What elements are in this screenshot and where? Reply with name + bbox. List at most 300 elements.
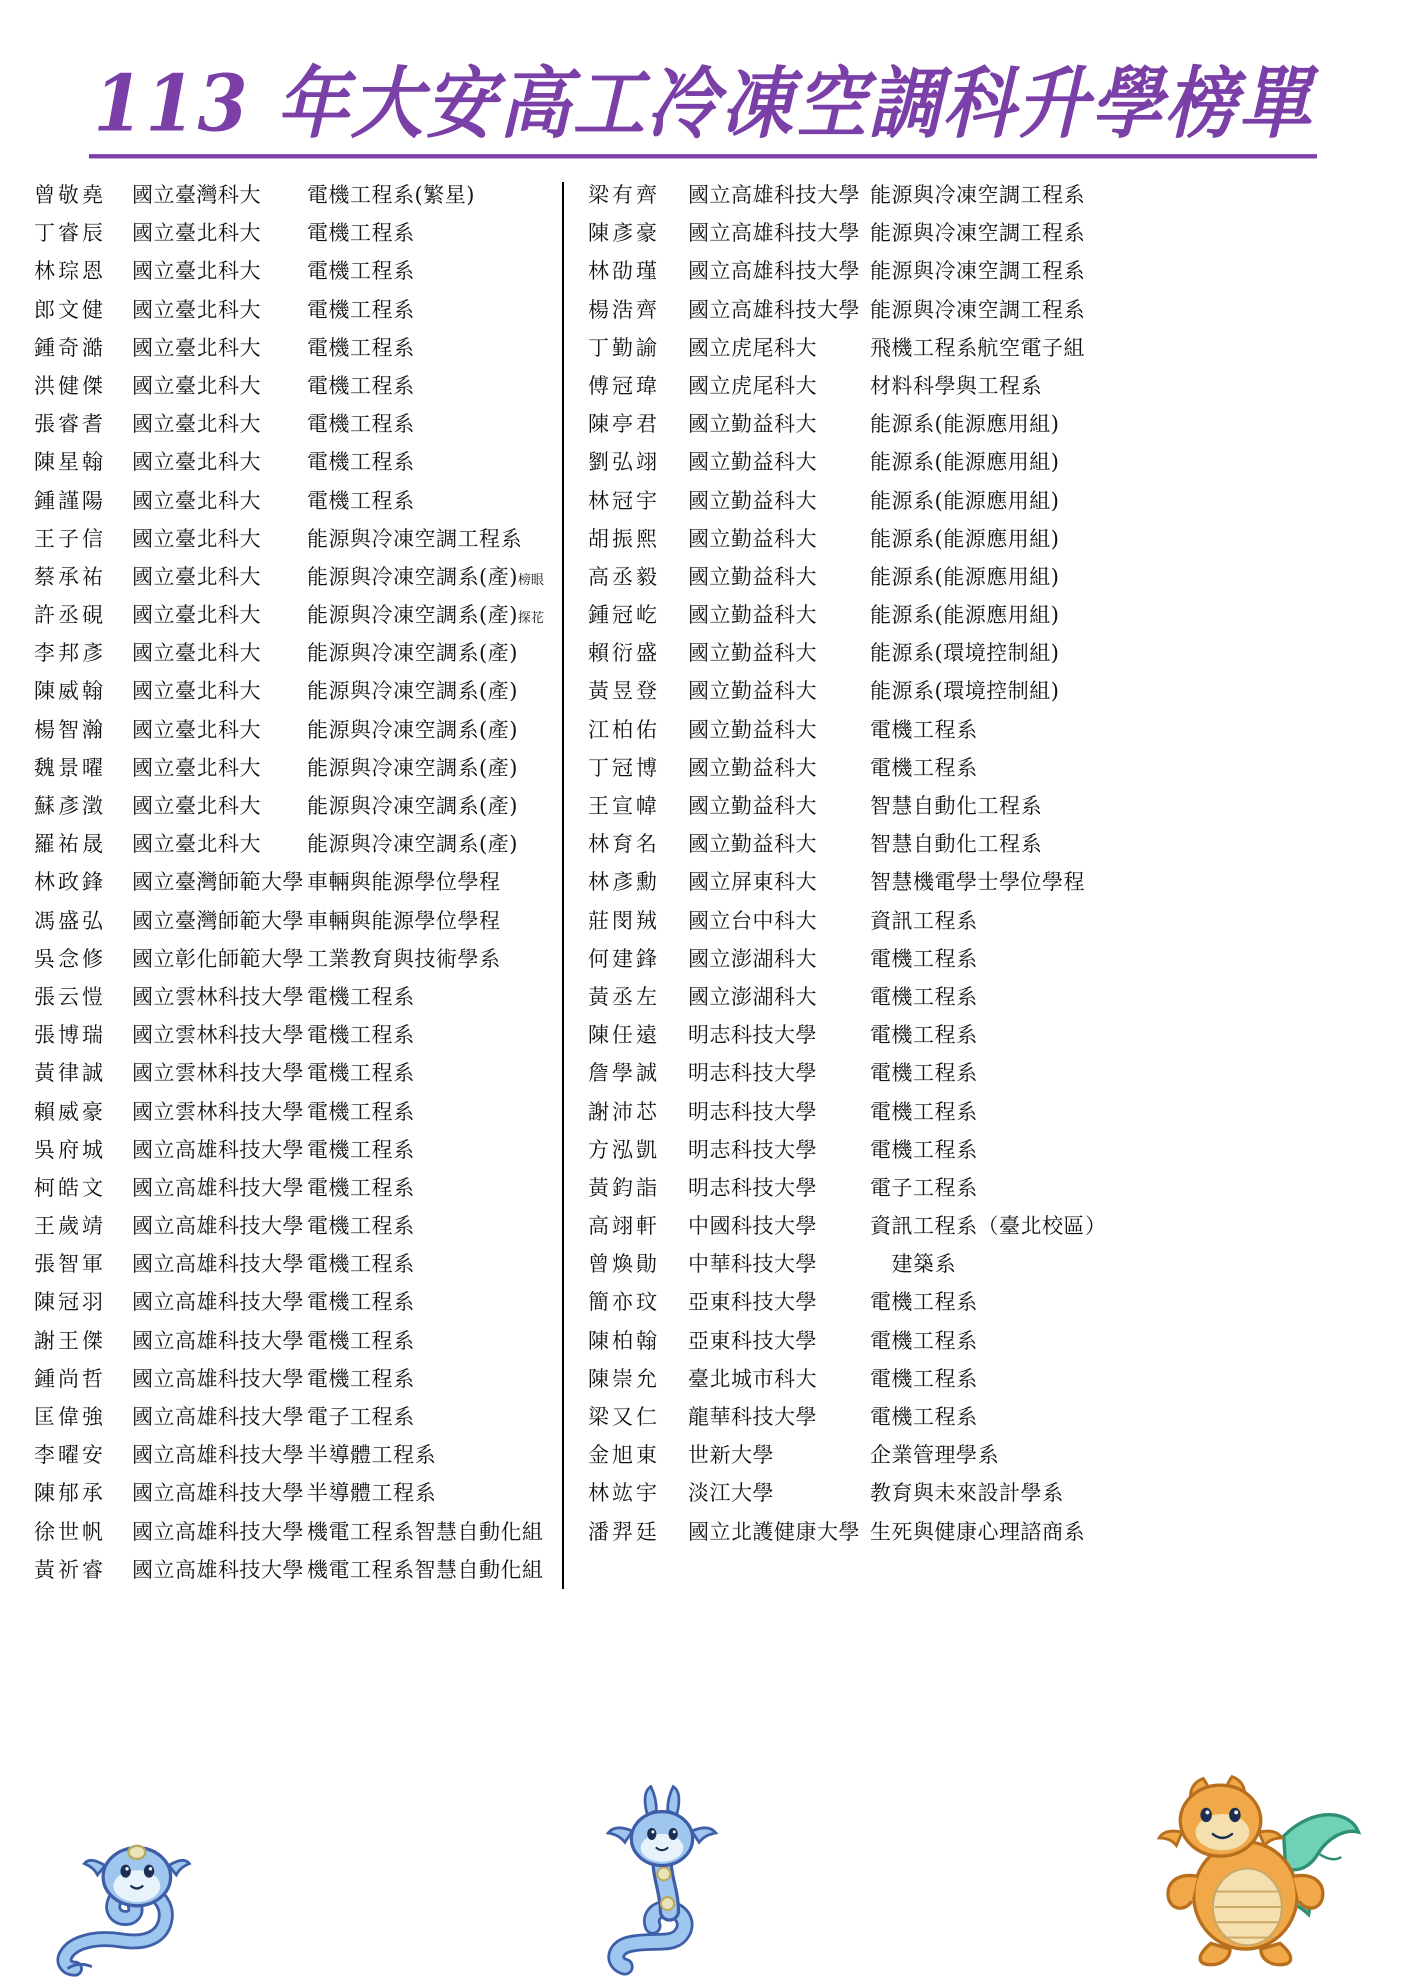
department-name bbox=[307, 1474, 546, 1512]
table-row bbox=[34, 978, 546, 1016]
school-name: 國立高雄科技大學 bbox=[132, 1481, 304, 1506]
dragonair-sprite bbox=[590, 1781, 760, 1976]
department-label: 材料科學與工程系 bbox=[870, 373, 1042, 398]
school-name: 國立高雄科技大學 bbox=[132, 1519, 304, 1544]
school-name: 國立臺北科大 bbox=[132, 373, 261, 398]
department-name bbox=[307, 1016, 546, 1054]
department-label: 企業管理學系 bbox=[870, 1443, 999, 1468]
table-row bbox=[34, 1360, 546, 1398]
dragonite-sprite bbox=[1140, 1763, 1370, 1978]
department-name bbox=[870, 482, 1108, 520]
school-name: 明志科技大學 bbox=[688, 1175, 817, 1200]
department-name bbox=[870, 863, 1108, 901]
department-name bbox=[307, 1245, 546, 1283]
table-row bbox=[588, 1207, 1108, 1245]
department-name bbox=[870, 520, 1108, 558]
student-name: 陳彥豪 bbox=[588, 221, 660, 246]
student-name: 陳威翰 bbox=[34, 679, 106, 704]
department-label: 能源與冷凍空調系(產) bbox=[307, 717, 518, 742]
school-name: 國立高雄科技大學 bbox=[688, 183, 860, 207]
table-row bbox=[588, 520, 1108, 558]
department-label: 電機工程系 bbox=[870, 1366, 978, 1391]
department-label: 電子工程系 bbox=[307, 1405, 415, 1429]
department-label: 電機工程系 bbox=[870, 717, 978, 742]
department-name bbox=[870, 672, 1108, 710]
student-name: 梁又仁 bbox=[588, 1405, 660, 1429]
department-name bbox=[307, 252, 546, 290]
student-name: 陳柏翰 bbox=[588, 1328, 660, 1353]
school-name: 國立屏東科大 bbox=[688, 870, 817, 895]
school-name: 亞東科技大學 bbox=[688, 1290, 817, 1315]
table-row bbox=[34, 1245, 546, 1283]
department-name bbox=[870, 291, 1108, 329]
department-name bbox=[870, 787, 1108, 825]
department-name bbox=[870, 940, 1108, 978]
department-name bbox=[870, 1398, 1108, 1436]
department-label: 資訊工程系（臺北校區） bbox=[870, 1214, 1107, 1239]
table-row bbox=[34, 405, 546, 443]
school-name: 國立臺北科大 bbox=[132, 450, 261, 475]
department-name bbox=[870, 1360, 1108, 1398]
student-name: 張智軍 bbox=[34, 1252, 106, 1277]
department-name bbox=[307, 443, 546, 481]
school-name: 國立勤益科大 bbox=[688, 412, 817, 437]
student-name: 曾敬堯 bbox=[34, 183, 106, 207]
student-name: 劉弘翊 bbox=[588, 450, 660, 475]
department-label: 能源與冷凍空調工程系 bbox=[870, 259, 1085, 284]
table-row bbox=[588, 443, 1108, 481]
student-name: 傅冠瑋 bbox=[588, 373, 660, 398]
table-row bbox=[34, 1054, 546, 1092]
school-name: 國立勤益科大 bbox=[688, 526, 817, 551]
school-name: 國立臺北科大 bbox=[132, 526, 261, 551]
student-name: 江柏佑 bbox=[588, 717, 660, 742]
school-name: 國立雲林科技大學 bbox=[132, 984, 304, 1009]
student-name: 陳郁承 bbox=[34, 1481, 106, 1506]
table-row bbox=[34, 291, 546, 329]
department-label: 能源系(能源應用組) bbox=[870, 526, 1060, 551]
school-name: 世新大學 bbox=[688, 1443, 774, 1468]
school-name: 國立臺北科大 bbox=[132, 259, 261, 284]
department-label: 電子工程系 bbox=[870, 1175, 978, 1200]
school-name: 國立高雄科技大學 bbox=[132, 1557, 304, 1582]
table-row bbox=[34, 787, 546, 825]
table-row bbox=[588, 176, 1108, 214]
student-name: 許丞硯 bbox=[34, 603, 106, 628]
department-name bbox=[307, 405, 546, 443]
student-name: 魏景曜 bbox=[34, 755, 106, 780]
school-name: 國立雲林科技大學 bbox=[132, 1061, 304, 1086]
department-label: 電機工程系 bbox=[307, 1290, 415, 1315]
department-name bbox=[307, 367, 546, 405]
school-name: 國立高雄科技大學 bbox=[132, 1366, 304, 1391]
table-row bbox=[588, 1131, 1108, 1169]
student-name: 黃律誠 bbox=[34, 1061, 106, 1086]
table-row bbox=[34, 596, 546, 634]
department-name bbox=[870, 749, 1108, 787]
department-name bbox=[307, 596, 546, 638]
table-row bbox=[34, 214, 546, 252]
department-label: 能源系(能源應用組) bbox=[870, 488, 1060, 513]
school-name: 中華科技大學 bbox=[688, 1252, 817, 1277]
department-name bbox=[870, 1474, 1108, 1512]
student-name: 蔡承祐 bbox=[34, 564, 106, 589]
department-name bbox=[307, 214, 546, 252]
student-name: 曾煥勛 bbox=[588, 1252, 660, 1277]
department-label: 能源與冷凍空調系(產) bbox=[307, 832, 518, 857]
column-divider bbox=[562, 182, 564, 1589]
department-name bbox=[307, 1054, 546, 1092]
school-name: 國立勤益科大 bbox=[688, 794, 817, 818]
school-name: 亞東科技大學 bbox=[688, 1328, 817, 1353]
school-name: 國立勤益科大 bbox=[688, 755, 817, 780]
table-row bbox=[588, 482, 1108, 520]
school-name: 國立臺北科大 bbox=[132, 717, 261, 742]
department-label: 電機工程系 bbox=[307, 488, 415, 513]
student-name: 林劭瑾 bbox=[588, 259, 660, 284]
student-name: 柯皓文 bbox=[34, 1175, 106, 1200]
department-label: 智慧機電學士學位學程 bbox=[870, 870, 1085, 895]
department-name bbox=[307, 1283, 546, 1321]
department-label: 電機工程系 bbox=[870, 1023, 978, 1048]
department-label: 能源與冷凍空調系(產) bbox=[307, 755, 518, 780]
table-row bbox=[588, 749, 1108, 787]
department-name bbox=[870, 978, 1108, 1016]
department-label: 車輛與能源學位學程 bbox=[307, 870, 501, 895]
table-row bbox=[588, 558, 1108, 596]
department-name bbox=[870, 176, 1108, 214]
student-name: 丁冠博 bbox=[588, 755, 660, 780]
table-row bbox=[588, 1093, 1108, 1131]
school-name: 國立台中科大 bbox=[688, 908, 817, 933]
student-name: 高丞毅 bbox=[588, 564, 660, 589]
table-row bbox=[34, 482, 546, 520]
student-name: 簡亦玟 bbox=[588, 1290, 660, 1315]
school-name: 國立勤益科大 bbox=[688, 717, 817, 742]
department-name bbox=[307, 1551, 546, 1589]
results-columns bbox=[34, 176, 1372, 1589]
department-label: 能源系(環境控制組) bbox=[870, 679, 1060, 704]
school-name: 國立臺灣師範大學 bbox=[132, 870, 304, 895]
table-row bbox=[34, 520, 546, 558]
student-name: 林冠宇 bbox=[588, 488, 660, 513]
school-name: 國立臺北科大 bbox=[132, 603, 261, 628]
student-name: 賴衍盛 bbox=[588, 641, 660, 666]
department-name bbox=[870, 558, 1108, 596]
school-name: 國立勤益科大 bbox=[688, 641, 817, 666]
table-row bbox=[588, 1322, 1108, 1360]
school-name: 國立勤益科大 bbox=[688, 450, 817, 475]
table-row bbox=[588, 1513, 1108, 1551]
student-name: 鍾奇澔 bbox=[34, 335, 106, 360]
department-name bbox=[307, 329, 546, 367]
school-name: 國立澎湖科大 bbox=[688, 946, 817, 971]
table-row bbox=[588, 634, 1108, 672]
department-name bbox=[307, 1207, 546, 1245]
department-label: 智慧自動化工程系 bbox=[870, 794, 1042, 818]
rank-note: 探花 bbox=[517, 611, 544, 627]
table-row bbox=[34, 1283, 546, 1321]
department-label: 建築系 bbox=[870, 1252, 956, 1277]
table-row bbox=[34, 672, 546, 710]
department-label: 半導體工程系 bbox=[307, 1443, 436, 1468]
student-name: 高翊軒 bbox=[588, 1214, 660, 1239]
table-row bbox=[588, 940, 1108, 978]
school-name: 國立彰化師範大學 bbox=[132, 946, 304, 971]
school-name: 國立高雄科技大學 bbox=[688, 259, 860, 284]
table-row bbox=[588, 596, 1108, 634]
school-name: 國立高雄科技大學 bbox=[132, 1443, 304, 1468]
student-name: 潘羿廷 bbox=[588, 1519, 660, 1544]
table-row bbox=[34, 329, 546, 367]
department-name bbox=[870, 252, 1108, 290]
department-name bbox=[307, 482, 546, 520]
student-name: 詹學誠 bbox=[588, 1061, 660, 1086]
student-name: 洪健傑 bbox=[34, 373, 106, 398]
department-name bbox=[870, 1436, 1108, 1474]
table-row bbox=[34, 1093, 546, 1131]
table-row bbox=[34, 863, 546, 901]
table-row bbox=[34, 1436, 546, 1474]
school-name: 國立臺北科大 bbox=[132, 221, 261, 246]
department-name bbox=[870, 634, 1108, 672]
department-name bbox=[870, 367, 1108, 405]
department-name bbox=[870, 1322, 1108, 1360]
school-name: 國立臺北科大 bbox=[132, 794, 261, 818]
department-name bbox=[307, 520, 546, 558]
table-row bbox=[588, 787, 1108, 825]
school-name: 淡江大學 bbox=[688, 1481, 774, 1506]
student-name: 陳崇允 bbox=[588, 1366, 660, 1391]
department-label: 電機工程系 bbox=[870, 1290, 978, 1315]
department-name bbox=[307, 978, 546, 1016]
table-row bbox=[34, 443, 546, 481]
department-label: 電機工程系 bbox=[307, 984, 415, 1009]
school-name: 明志科技大學 bbox=[688, 1099, 817, 1124]
department-label: 電機工程系 bbox=[870, 1405, 978, 1429]
table-row bbox=[588, 711, 1108, 749]
department-name bbox=[870, 596, 1108, 634]
student-name: 鍾冠屹 bbox=[588, 603, 660, 628]
student-name: 林竑宇 bbox=[588, 1481, 660, 1506]
student-name: 楊智瀚 bbox=[34, 717, 106, 742]
student-name: 黃昱登 bbox=[588, 679, 660, 704]
department-label: 電機工程系 bbox=[307, 1175, 415, 1200]
school-name: 國立高雄科技大學 bbox=[132, 1290, 304, 1315]
table-row bbox=[588, 825, 1108, 863]
page-title-wrap bbox=[0, 58, 1406, 168]
department-label: 電機工程系 bbox=[307, 1366, 415, 1391]
department-name bbox=[307, 1436, 546, 1474]
department-label: 能源與冷凍空調工程系 bbox=[870, 221, 1085, 246]
table-row bbox=[34, 825, 546, 863]
department-label: 電機工程系 bbox=[307, 1023, 415, 1048]
student-name: 陳任遠 bbox=[588, 1023, 660, 1048]
department-name bbox=[307, 1169, 546, 1207]
department-name bbox=[870, 1245, 1108, 1283]
department-name bbox=[307, 176, 546, 214]
department-label: 電機工程系 bbox=[307, 1214, 415, 1239]
department-label: 電機工程系 bbox=[307, 1328, 415, 1353]
department-name bbox=[870, 1513, 1108, 1551]
table-row bbox=[34, 1474, 546, 1512]
department-name bbox=[870, 1283, 1108, 1321]
student-name: 金旭東 bbox=[588, 1443, 660, 1468]
student-name: 王宣幃 bbox=[588, 794, 660, 818]
school-name: 國立勤益科大 bbox=[688, 832, 817, 857]
department-label: 電機工程系 bbox=[307, 450, 415, 475]
department-name bbox=[307, 749, 546, 787]
school-name: 國立虎尾科大 bbox=[688, 373, 817, 398]
table-row bbox=[34, 1551, 546, 1589]
department-name bbox=[870, 1169, 1108, 1207]
department-label: 電機工程系 bbox=[307, 335, 415, 360]
table-row bbox=[34, 558, 546, 596]
department-label: 電機工程系 bbox=[307, 1061, 415, 1086]
table-row bbox=[34, 1169, 546, 1207]
student-name: 楊浩齊 bbox=[588, 297, 660, 322]
student-name: 莊閔羢 bbox=[588, 908, 660, 933]
student-name: 吳府城 bbox=[34, 1137, 106, 1162]
table-row bbox=[34, 367, 546, 405]
department-label: 電機工程系 bbox=[870, 1137, 978, 1162]
department-label: 電機工程系(繁星) bbox=[307, 183, 475, 207]
student-name: 鍾尚哲 bbox=[34, 1366, 106, 1391]
school-name: 國立臺北科大 bbox=[132, 755, 261, 780]
department-name bbox=[307, 1360, 546, 1398]
student-name: 謝王傑 bbox=[34, 1328, 106, 1353]
department-label: 能源系(能源應用組) bbox=[870, 412, 1060, 437]
department-name bbox=[870, 329, 1108, 367]
school-name: 國立勤益科大 bbox=[688, 603, 817, 628]
table-row bbox=[588, 1016, 1108, 1054]
student-name: 張睿耆 bbox=[34, 412, 106, 437]
student-name: 鍾謹陽 bbox=[34, 488, 106, 513]
student-name: 王歲靖 bbox=[34, 1214, 106, 1239]
student-name: 方泓凱 bbox=[588, 1137, 660, 1162]
table-row bbox=[588, 1474, 1108, 1512]
department-label: 能源系(環境控制組) bbox=[870, 641, 1060, 666]
department-label: 機電工程系智慧自動化組 bbox=[307, 1557, 544, 1582]
rank-note: 榜眼 bbox=[517, 572, 544, 588]
department-label: 電機工程系 bbox=[307, 1137, 415, 1162]
table-row bbox=[34, 711, 546, 749]
dratini-sprite bbox=[55, 1828, 245, 1978]
school-name: 明志科技大學 bbox=[688, 1023, 817, 1048]
student-name: 李邦彥 bbox=[34, 641, 106, 666]
student-name: 陳星翰 bbox=[34, 450, 106, 475]
department-label: 電機工程系 bbox=[307, 373, 415, 398]
department-label: 電機工程系 bbox=[307, 412, 415, 437]
table-row bbox=[34, 1322, 546, 1360]
student-name: 胡振熙 bbox=[588, 526, 660, 551]
department-label: 能源與冷凍空調系(產) bbox=[307, 564, 518, 589]
student-name: 馮盛弘 bbox=[34, 908, 106, 933]
department-label: 電機工程系 bbox=[870, 1099, 978, 1124]
school-name: 明志科技大學 bbox=[688, 1137, 817, 1162]
student-name: 蘇彥澂 bbox=[34, 794, 106, 818]
department-name bbox=[870, 1054, 1108, 1092]
table-row bbox=[34, 634, 546, 672]
table-row bbox=[588, 1169, 1108, 1207]
department-label: 電機工程系 bbox=[307, 1252, 415, 1277]
department-label: 能源與冷凍空調工程系 bbox=[307, 526, 522, 551]
student-name: 黃鈞詣 bbox=[588, 1175, 660, 1200]
department-name bbox=[870, 1131, 1108, 1169]
department-name bbox=[307, 672, 546, 710]
student-name: 梁有齊 bbox=[588, 183, 660, 207]
table-row bbox=[34, 940, 546, 978]
department-name bbox=[307, 863, 546, 901]
department-label: 電機工程系 bbox=[307, 1099, 415, 1124]
table-row bbox=[588, 1283, 1108, 1321]
school-name: 國立臺灣師範大學 bbox=[132, 908, 304, 933]
school-name: 國立勤益科大 bbox=[688, 488, 817, 513]
table-row bbox=[34, 1131, 546, 1169]
department-label: 能源與冷凍空調工程系 bbox=[870, 183, 1085, 207]
table-row bbox=[588, 1360, 1108, 1398]
department-label: 電機工程系 bbox=[870, 1328, 978, 1353]
table-row bbox=[34, 902, 546, 940]
table-row bbox=[588, 291, 1108, 329]
table-row bbox=[34, 749, 546, 787]
department-name bbox=[307, 1322, 546, 1360]
student-name: 謝沛芯 bbox=[588, 1099, 660, 1124]
department-label: 智慧自動化工程系 bbox=[870, 832, 1042, 857]
student-name: 陳冠羽 bbox=[34, 1290, 106, 1315]
student-name: 何建鋒 bbox=[588, 946, 660, 971]
department-label: 車輛與能源學位學程 bbox=[307, 908, 501, 933]
department-name bbox=[307, 291, 546, 329]
department-label: 電機工程系 bbox=[307, 221, 415, 246]
student-name: 陳亭君 bbox=[588, 412, 660, 437]
student-name: 吳念修 bbox=[34, 946, 106, 971]
student-name: 黃祈睿 bbox=[34, 1557, 106, 1582]
table-row bbox=[588, 329, 1108, 367]
department-label: 能源系(能源應用組) bbox=[870, 564, 1060, 589]
department-name bbox=[307, 1513, 546, 1551]
school-name: 國立臺灣科大 bbox=[132, 183, 261, 207]
table-row bbox=[34, 1016, 546, 1054]
table-row bbox=[588, 367, 1108, 405]
school-name: 國立雲林科技大學 bbox=[132, 1023, 304, 1048]
department-name bbox=[870, 214, 1108, 252]
department-label: 能源與冷凍空調工程系 bbox=[870, 297, 1085, 322]
school-name: 國立高雄科技大學 bbox=[132, 1328, 304, 1353]
department-label: 飛機工程系航空電子組 bbox=[870, 335, 1085, 360]
school-name: 中國科技大學 bbox=[688, 1214, 817, 1239]
department-name bbox=[307, 940, 546, 978]
student-name: 李曜安 bbox=[34, 1443, 106, 1468]
table-row bbox=[34, 176, 546, 214]
school-name: 國立臺北科大 bbox=[132, 335, 261, 360]
department-label: 能源系(能源應用組) bbox=[870, 603, 1060, 628]
school-name: 國立高雄科技大學 bbox=[688, 221, 860, 246]
school-name: 國立高雄科技大學 bbox=[132, 1175, 304, 1200]
department-name bbox=[870, 1016, 1108, 1054]
department-label: 生死與健康心理諮商系 bbox=[870, 1519, 1085, 1544]
table-row bbox=[588, 214, 1108, 252]
student-name: 張博瑞 bbox=[34, 1023, 106, 1048]
department-label: 能源系(能源應用組) bbox=[870, 450, 1060, 475]
school-name: 臺北城市科大 bbox=[688, 1366, 817, 1391]
school-name: 國立臺北科大 bbox=[132, 832, 261, 857]
department-name bbox=[870, 1207, 1108, 1245]
department-label: 能源與冷凍空調系(產) bbox=[307, 603, 518, 628]
student-name: 黃丞左 bbox=[588, 984, 660, 1009]
department-label: 電機工程系 bbox=[307, 297, 415, 322]
department-name bbox=[307, 1398, 546, 1436]
